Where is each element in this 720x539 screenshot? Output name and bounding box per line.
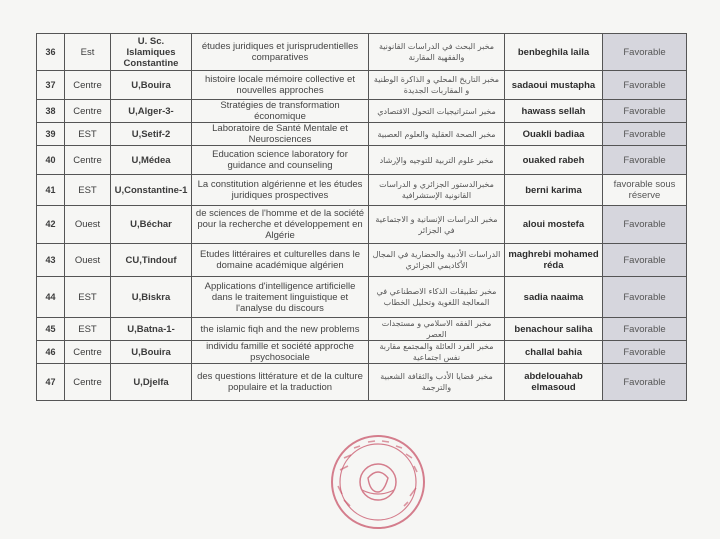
- row-number: 46: [37, 341, 65, 364]
- region-cell: EST: [65, 318, 111, 341]
- table-row: [37, 100, 687, 123]
- university-cell: U,Djelfa: [111, 364, 192, 401]
- region-cell: EST: [65, 175, 111, 206]
- director-name: hawass sellah: [505, 100, 603, 123]
- region-cell: Centre: [65, 146, 111, 175]
- laboratory-name-fr: Stratégies de transformation économique: [192, 100, 369, 123]
- opinion-cell: Favorable: [603, 364, 687, 401]
- region-cell: Centre: [65, 71, 111, 100]
- director-name: benachour saliha: [505, 318, 603, 341]
- region-cell: EST: [65, 277, 111, 318]
- row-number: 43: [37, 244, 65, 277]
- university-cell: U,Alger-3-: [111, 100, 192, 123]
- row-number: 47: [37, 364, 65, 401]
- university-cell: U,Bouira: [111, 71, 192, 100]
- table-row: [37, 318, 687, 341]
- table-row: [37, 364, 687, 401]
- laboratory-name-ar: مخبرالدستور الجزائري و الدراسات القانونية الإستشرافية: [369, 175, 505, 206]
- laboratory-name-ar: الدراسات الأدبية والحضارية في المجال الأكاديمي الجزائري: [369, 244, 505, 277]
- table-row: [37, 146, 687, 175]
- laboratory-name-ar: مخبر تطبيقات الذكاء الاصطناعي في المعالجة اللغوية وتحليل الخطاب: [369, 277, 505, 318]
- opinion-cell: favorable sous réserve: [603, 175, 687, 206]
- opinion-cell: Favorable: [603, 71, 687, 100]
- table-row: [37, 71, 687, 100]
- university-cell: U,Batna-1-: [111, 318, 192, 341]
- row-number: 38: [37, 100, 65, 123]
- laboratory-name-ar: مخبر قضايا الأدب والثقافة الشعبية والترجمة: [369, 364, 505, 401]
- laboratory-name-ar: مخبر الفقه الاسلامي و مستجدات العصر: [369, 318, 505, 341]
- row-number: 45: [37, 318, 65, 341]
- university-cell: U,Biskra: [111, 277, 192, 318]
- university-cell: U,Béchar: [111, 206, 192, 244]
- row-number: 42: [37, 206, 65, 244]
- director-name: benbeghila laila: [505, 34, 603, 71]
- opinion-cell: Favorable: [603, 277, 687, 318]
- opinion-cell: Favorable: [603, 318, 687, 341]
- row-number: 37: [37, 71, 65, 100]
- laboratory-name-fr: La constitution algérienne et les études juridiques prospectives: [192, 175, 369, 206]
- director-name: maghrebi mohamed réda: [505, 244, 603, 277]
- row-number: 40: [37, 146, 65, 175]
- row-number: 39: [37, 123, 65, 146]
- laboratory-name-ar: مخبر استراتيجيات التحول الاقتصادي: [369, 100, 505, 123]
- director-name: sadaoui mustapha: [505, 71, 603, 100]
- laboratory-name-fr: de sciences de l'homme et de la société pour la recherche et développement en Algérie: [192, 206, 369, 244]
- opinion-cell: Favorable: [603, 206, 687, 244]
- laboratory-name-fr: Applications d'intelligence artificielle dans le traitement linguistique et l'analyse du discours: [192, 277, 369, 318]
- director-name: Ouakli badiaa: [505, 123, 603, 146]
- director-name: berni karima: [505, 175, 603, 206]
- opinion-cell: Favorable: [603, 100, 687, 123]
- opinion-cell: Favorable: [603, 34, 687, 71]
- laboratory-name-fr: Laboratoire de Santé Mentale et Neurosciences: [192, 123, 369, 146]
- laboratory-name-fr: the islamic fiqh and the new problems: [192, 318, 369, 341]
- region-cell: Centre: [65, 100, 111, 123]
- table-row: [37, 206, 687, 244]
- laboratory-name-ar: مخبر البحث في الدراسات القانونية والفقهية المقارنة: [369, 34, 505, 71]
- region-cell: Ouest: [65, 244, 111, 277]
- director-name: aloui mostefa: [505, 206, 603, 244]
- opinion-cell: Favorable: [603, 146, 687, 175]
- row-number: 36: [37, 34, 65, 71]
- laboratory-name-ar: مخبر الدراسات الإنسانية و الاجتماعية في الجزائر: [369, 206, 505, 244]
- region-cell: Centre: [65, 364, 111, 401]
- university-cell: U,Constantine-1: [111, 175, 192, 206]
- table-row: [37, 277, 687, 318]
- laboratory-name-fr: études juridiques et jurisprudentielles comparatives: [192, 34, 369, 71]
- table-row: [37, 123, 687, 146]
- director-name: ouaked rabeh: [505, 146, 603, 175]
- laboratory-name-fr: histoire locale mémoire collective et nouvelles approches: [192, 71, 369, 100]
- university-cell: U,Bouira: [111, 341, 192, 364]
- region-cell: Centre: [65, 341, 111, 364]
- laboratory-name-fr: Education science laboratory for guidance and counseling: [192, 146, 369, 175]
- laboratory-name-fr: des questions littérature et de la culture populaire et la traduction: [192, 364, 369, 401]
- region-cell: Est: [65, 34, 111, 71]
- opinion-cell: Favorable: [603, 123, 687, 146]
- university-cell: U,Médea: [111, 146, 192, 175]
- director-name: abdelouahab elmasoud: [505, 364, 603, 401]
- official-stamp: [318, 430, 438, 538]
- laboratory-table: [36, 33, 687, 401]
- university-cell: U,Setif-2: [111, 123, 192, 146]
- row-number: 44: [37, 277, 65, 318]
- opinion-cell: Favorable: [603, 341, 687, 364]
- laboratory-name-ar: مخبر الصحة العقلية والعلوم العصبية: [369, 123, 505, 146]
- table-row: [37, 175, 687, 206]
- table-row: [37, 244, 687, 277]
- laboratory-name-fr: individu famille et société approche psychosociale: [192, 341, 369, 364]
- laboratory-name-ar: مخبر التاريخ المحلي و الذاكرة الوطنية و المقاربات الجديدة: [369, 71, 505, 100]
- table-row: [37, 34, 687, 71]
- row-number: 41: [37, 175, 65, 206]
- director-name: sadia naaima: [505, 277, 603, 318]
- region-cell: Ouest: [65, 206, 111, 244]
- university-cell: U. Sc. Islamiques Constantine: [111, 34, 192, 71]
- table-row: [37, 341, 687, 364]
- laboratory-name-ar: مخبر الفرد العائلة والمجتمع مقاربة نفس اجتماعية: [369, 341, 505, 364]
- opinion-cell: Favorable: [603, 244, 687, 277]
- laboratory-name-fr: Etudes littéraires et culturelles dans le domaine académique algérien: [192, 244, 369, 277]
- university-cell: CU,Tindouf: [111, 244, 192, 277]
- laboratory-name-ar: مخبر علوم التربية للتوجيه والإرشاد: [369, 146, 505, 175]
- director-name: challal bahia: [505, 341, 603, 364]
- region-cell: EST: [65, 123, 111, 146]
